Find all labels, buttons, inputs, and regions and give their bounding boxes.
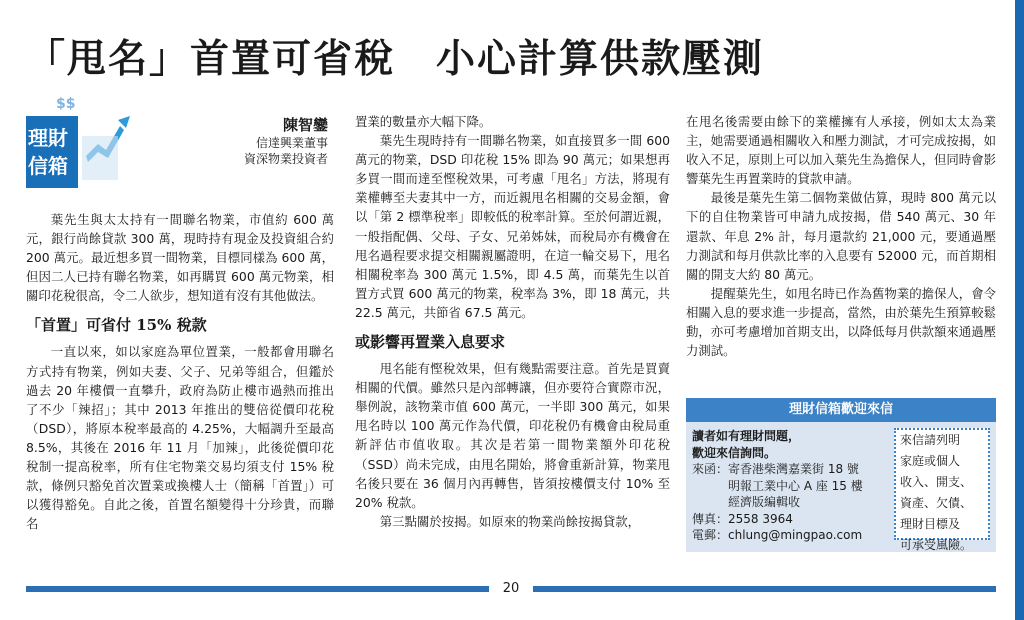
note-line: 資產、欠債、 xyxy=(900,496,973,510)
page-number: 20 xyxy=(502,581,520,596)
article-column-1 xyxy=(26,210,334,533)
contact-details xyxy=(692,428,892,544)
note-line: 來信請列明 xyxy=(900,433,961,447)
logo-box xyxy=(26,116,78,188)
email-address[interactable]: 電郵：chlung@mingpao.com xyxy=(692,528,863,542)
author-block xyxy=(200,115,328,167)
footer-bar-left xyxy=(26,586,489,592)
headline: 「甩名」首置可省稅 小心計算供款壓測 xyxy=(26,37,765,82)
info-box-header: 理財信箱歡迎來信 xyxy=(686,398,996,422)
subheading: 「首置」可省付 15% 稅款 xyxy=(26,316,207,335)
paragraph: 甩名能有慳稅效果，但有幾點需要注意。首先是買賣相關的代價。雖然只是內部轉讓，但亦要符合實際市況，舉例說，該物業市值 600 萬元，一半即 300 萬元，如果甩名時以 100 萬元作為代價，印花稅仍有機會由稅局重新評估市值收取。其次是若第一間物業額外印花稅（SSD）尚未完成，由甩名開始，將會重新計算，物業甩名後只要在 36 個月內再轉售，皆須按樓價支付 10% 至 20% 稅款。 xyxy=(355,361,670,510)
note-line: 收入、開支、 xyxy=(900,475,973,489)
note-line: 家庭或個人 xyxy=(900,454,961,468)
paragraph: 提醒葉先生，如甩名時已作為舊物業的擔保人，會令相關入息的要求進一步提高，當然，由於葉先生預算較鬆動，亦可考慮增加首期支出，以降低每月供款額來通過壓力測試。 xyxy=(686,285,996,359)
author-role-1: 信達興業董事 xyxy=(255,136,328,150)
logo-label-1: 理財 xyxy=(28,126,68,150)
page-footer xyxy=(26,582,996,596)
fax-number: 傳真：2558 3964 xyxy=(692,511,793,526)
mail-address-3: 經濟版編輯收 xyxy=(692,495,801,509)
subheading: 或影響再置業入息要求 xyxy=(355,333,506,352)
article-column-2 xyxy=(355,112,670,531)
author-role-2: 資深物業投資者 xyxy=(243,152,328,166)
paragraph: 第三點關於按揭。如原來的物業尚餘按揭貸款， xyxy=(379,513,640,529)
paragraph: 最後是葉先生第二個物業做估算，現時 800 萬元以下的自住物業皆可申請九成按揭，借 540 萬元、30 年還款、年息 2% 計，每月還款約 21,000 元，要通過壓力測試和每月供款比率的入息要有 52000 元，而首期相關的開支大約 80 萬元。 xyxy=(686,190,996,282)
letter-note-box xyxy=(894,428,990,552)
note-line: 可承受風險。 xyxy=(900,538,973,552)
article-column-3 xyxy=(686,112,996,360)
note-line: 理財目標及 xyxy=(900,517,961,531)
mailbox-info-box xyxy=(686,398,996,552)
mail-address-1: 來函：寄香港柴灣嘉業街 18 號 xyxy=(692,462,859,476)
info-box-body xyxy=(686,422,996,552)
mail-address-2: 明報工業中心 A 座 15 樓 xyxy=(692,478,863,493)
author-name: 陳智鑾 xyxy=(282,116,328,134)
paragraph: 葉先生與太太持有一間聯名物業，市值約 600 萬元，銀行尚餘貸款 300 萬，現時持有現金及投資組合約 200 萬元。最近想多買一間物業，目標同樣為 600 萬，但因二人已持有聯名物業，如再購買 600 萬元物業，相關印花稅很高，令二人欲步，想知道有沒有其他做法。 xyxy=(26,212,334,304)
paragraph: 置業的數量亦大幅下降。 xyxy=(355,114,492,129)
paragraph: 葉先生現時持有一間聯名物業，如直接買多一間 600 萬元的物業，DSD 印花稅 15% 即為 90 萬元；如果想再多買一間而達至慳稅效果，可考慮「甩名」方法，將現有業權轉至夫妻其中一方，而近親甩名相關的交易金額，會以「第 2 標準稅率」即較低的稅率計算。至於何謂近親，一般指配偶、父母、子女、兄弟姊妹，而稅局亦有機會在甩名過程要求提交相關親屬證明，在這一輪交易下，甩名相關稅率為 300 萬元 1.5%，即 4.5 萬，而葉先生以首置方式買 600 萬元的物業，稅率為 3%，即 18 萬元，共 22.5 萬元，共節省 67.5 萬元。 xyxy=(355,133,670,320)
paragraph: 一直以來，如以家庭為單位置業，一般都會用聯名方式持有物業，例如夫妻、父子、兄弟等組合，但鑑於過去 20 年樓價一直攀升，政府為防止樓市過熱而推出了不少「辣招」；其中 2013 年推出的雙倍從價印花稅（DSD），將原本稅率最高的 4.25%，大幅調升至最高 8.5%，其後在 2016 年 11 月「加辣」，此後從價印花稅制一提高稅率，所有住宅物業交易均須支付 15% 稅款，條例只豁免首次置業或換樓人士（簡稱「首置」）可以獲得豁免。自此之後，首置名額變得十分珍貴，而聯名 xyxy=(26,344,334,532)
column-logo xyxy=(26,96,132,188)
footer-bar-right xyxy=(533,586,996,592)
logo-label-2: 信箱 xyxy=(28,154,68,178)
intro-line-2: 歡迎來信詢問。 xyxy=(692,445,777,460)
intro-line-1: 讀者如有理財問題， xyxy=(692,429,801,443)
paragraph: 在甩名後需要由餘下的業權擁有人承接，例如太太為業主，她需要通過相關收入和壓力測試，才可完成按揭，如收入不足，原則上可以加入葉先生為擔保人，但同時會影響葉先生再置業時的貸款申請。 xyxy=(686,114,996,187)
edge-color-bar xyxy=(1015,0,1024,620)
logo-dollar-deco: $$ xyxy=(56,96,76,112)
